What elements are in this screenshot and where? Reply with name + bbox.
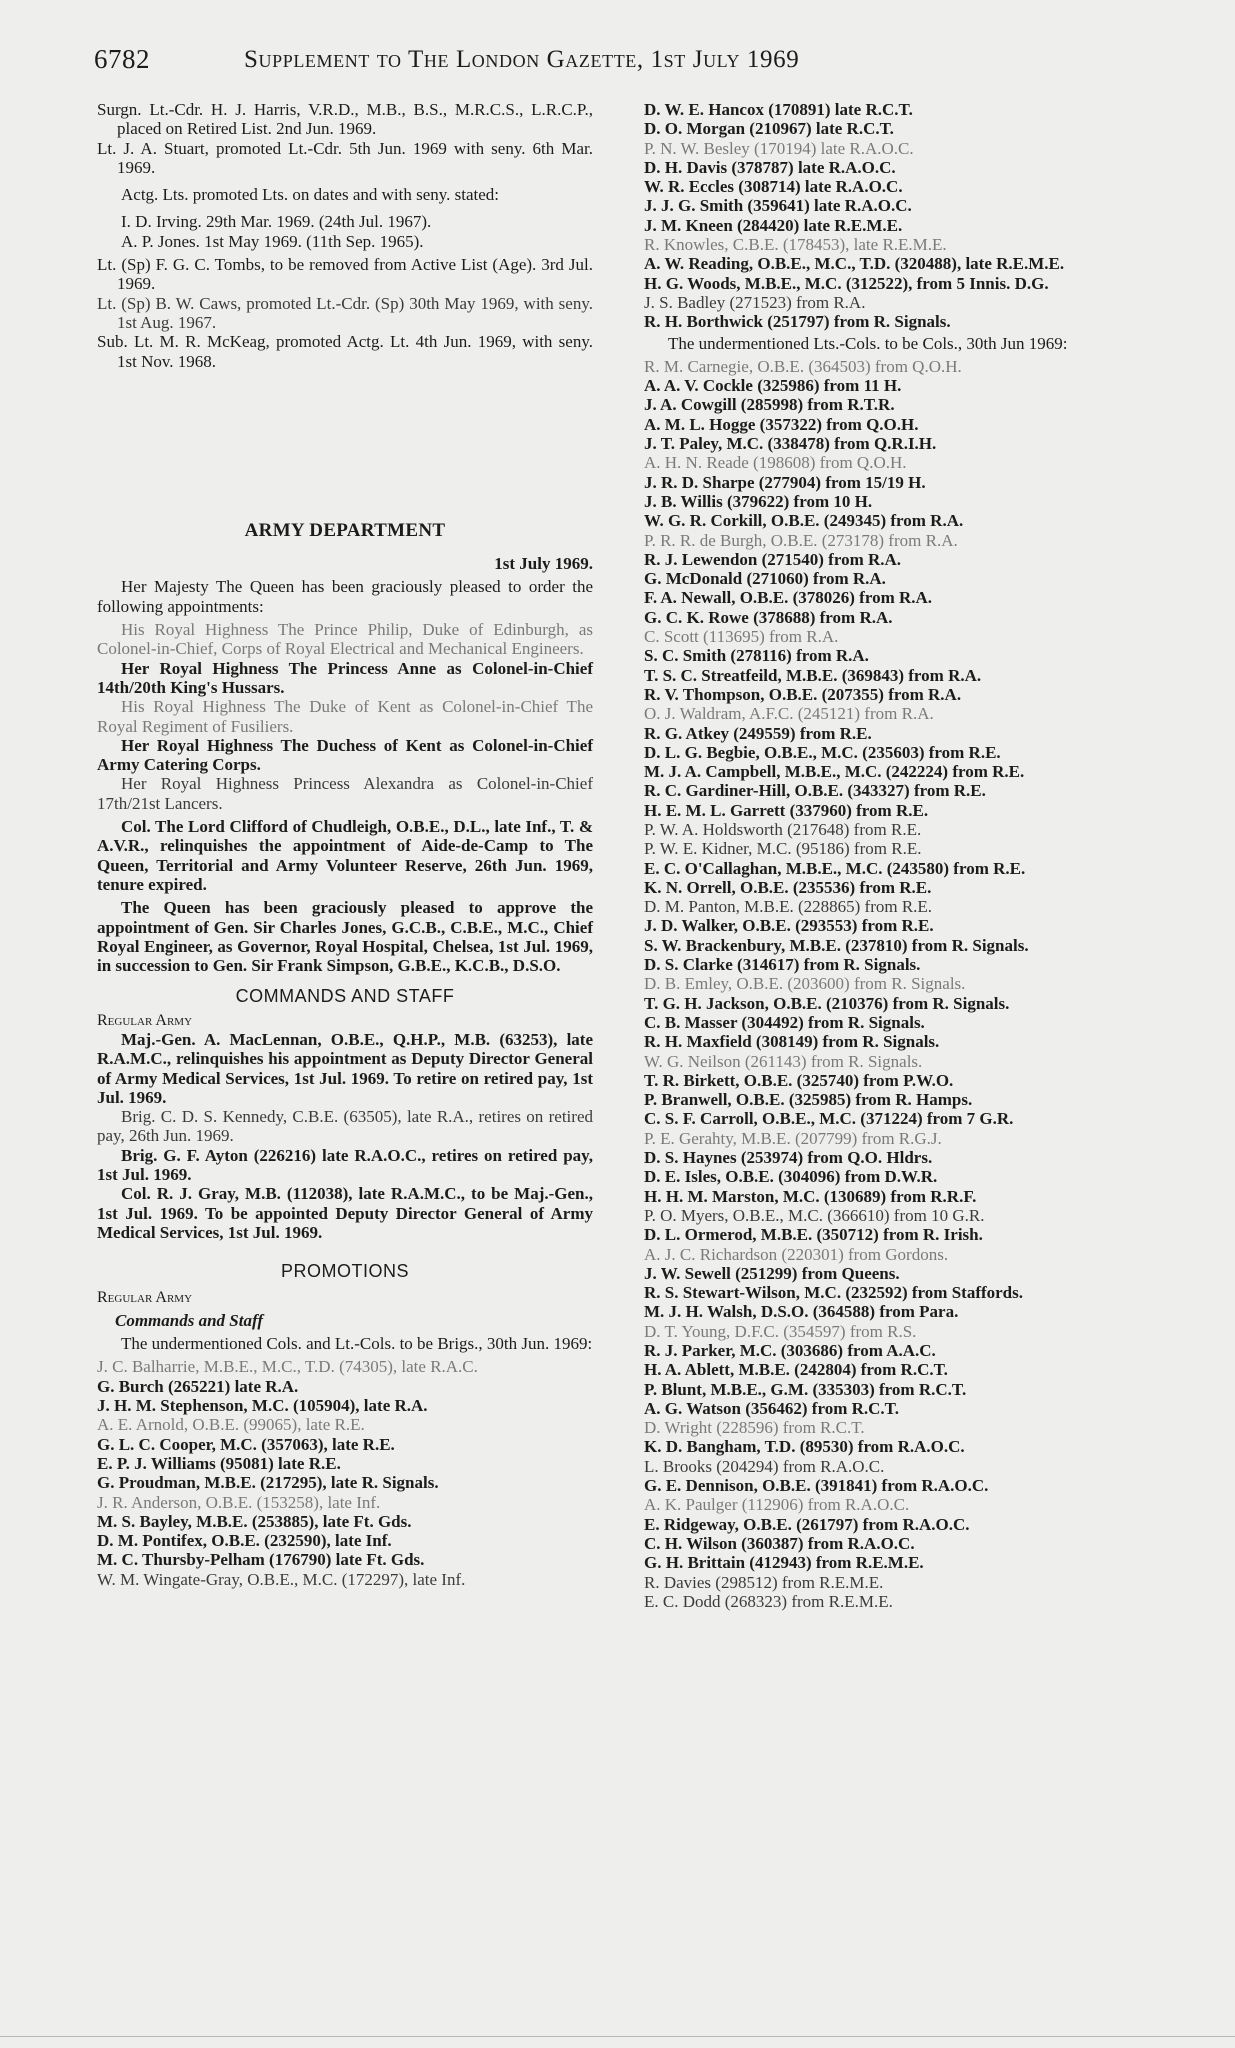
list-item: D. E. Isles, O.B.E. (304096) from D.W.R. (644, 1167, 938, 1187)
list-item: R. J. Parker, M.C. (303686) from A.A.C. (644, 1341, 936, 1360)
list-item: R. V. Thompson, O.B.E. (207355) from R.A. (644, 684, 962, 704)
list-item: P. O. Myers, O.B.E., M.C. (366610) from 10 G.R. (644, 1205, 985, 1225)
page-header (94, 44, 1194, 84)
list-item: D. Wright (228596) from R.C.T. (644, 1418, 865, 1438)
list-item: H. G. Woods, M.B.E., M.C. (312522), from 5 Innis. D.G. (644, 273, 1049, 293)
list-item: D. S. Clarke (314617) from R. Signals. (644, 955, 921, 975)
brigs-continued-list (644, 100, 1124, 332)
list-item: E. C. Dodd (268323) from R.E.M.E. (644, 1591, 893, 1611)
brigs-list (97, 1357, 593, 1589)
list-item: R. J. Lewendon (271540) from R.A. (644, 549, 902, 569)
list-item: J. W. Sewell (251299) from Queens. (644, 1263, 900, 1283)
list-item: C. Scott (113695) from R.A. (644, 627, 839, 647)
list-item: P. N. W. Besley (170194) late R.A.O.C. (644, 138, 914, 158)
entry-mckeag: Sub. Lt. M. R. McKeag, promoted Actg. Lt. 4th Jun. 1969, with seny. 1st Nov. 1968. (97, 332, 593, 371)
list-item: P. Branwell, O.B.E. (325985) from R. Hamps. (644, 1090, 973, 1110)
list-item: P. W. E. Kidner, M.C. (95186) from R.E. (644, 839, 922, 859)
list-item: G. L. C. Cooper, M.C. (357063), late R.E. (97, 1434, 395, 1454)
list-item: R. G. Atkey (249559) from R.E. (644, 723, 872, 743)
list-item: R. Davies (298512) from R.E.M.E. (644, 1572, 884, 1592)
list-item: G. McDonald (271060) from R.A. (644, 569, 886, 589)
page-number: 6782 (94, 44, 150, 74)
entry-ayton: Brig. G. F. Ayton (226216) late R.A.O.C., retires on retired pay, 1st Jul. 1969. (97, 1145, 593, 1185)
list-item: A. A. V. Cockle (325986) from 11 H. (644, 376, 902, 396)
list-item: W. M. Wingate-Gray, O.B.E., M.C. (172297), late Inf. (97, 1569, 466, 1589)
list-item: R. H. Borthwick (251797) from R. Signals. (644, 312, 951, 332)
list-item: E. Ridgeway, O.B.E. (261797) from R.A.O.C. (644, 1514, 970, 1534)
entry-tombs: Lt. (Sp) F. G. C. Tombs, to be removed from Active List (Age). 3rd Jul. 1969. (97, 255, 593, 294)
list-item: A. H. N. Reade (198608) from Q.O.H. (644, 453, 907, 473)
list-item: H. E. M. L. Garrett (337960) from R.E. (644, 800, 929, 820)
list-item: C. H. Wilson (360387) from R.A.O.C. (644, 1533, 915, 1553)
appointment-princess-alexandra: Her Royal Highness Princess Alexandra as Colonel-in-Chief 17th/21st Lancers. (97, 774, 593, 813)
list-item: W. G. Neilson (261143) from R. Signals. (644, 1051, 923, 1071)
list-item: R. C. Gardiner-Hill, O.B.E. (343327) from R.E. (644, 781, 986, 801)
list-item: M. S. Bayley, M.B.E. (253885), late Ft. Gds. (97, 1511, 412, 1531)
list-item: F. A. Newall, O.B.E. (378026) from R.A. (644, 588, 933, 608)
list-item: J. R. D. Sharpe (277904) from 15/19 H. (644, 472, 926, 492)
list-item: L. Brooks (204294) from R.A.O.C. (644, 1456, 885, 1476)
list-item: M. J. H. Walsh, D.S.O. (364588) from Para. (644, 1302, 959, 1322)
list-item: T. G. H. Jackson, O.B.E. (210376) from R. Signals. (644, 993, 1010, 1013)
list-item: A. E. Arnold, O.B.E. (99065), late R.E. (97, 1415, 365, 1435)
list-item: O. J. Waldram, A.F.C. (245121) from R.A. (644, 704, 934, 724)
commands-staff-label: Commands and Staff (115, 1310, 264, 1330)
appointment-princess-anne: Her Royal Highness The Princess Anne as Colonel-in-Chief 14th/20th King's Hussars. (97, 658, 593, 697)
list-item: G. H. Brittain (412943) from R.E.M.E. (644, 1553, 924, 1573)
list-item: S. C. Smith (278116) from R.A. (644, 646, 869, 666)
list-item: D. H. Davis (378787) late R.A.O.C. (644, 157, 896, 177)
list-item: T. S. C. Streatfeild, M.B.E. (369843) from R.A. (644, 665, 982, 685)
list-item: D. W. E. Hancox (170891) late R.C.T. (644, 100, 913, 119)
appointment-prince-philip: His Royal Highness The Prince Philip, Duke of Edinburgh, as Colonel-in-Chief, Corps of Royal Electrical and Mechanical Engineers. (97, 620, 593, 659)
list-item: M. J. A. Campbell, M.B.E., M.C. (242224) from R.E. (644, 762, 1025, 782)
commands-and-staff-title: COMMANDS AND STAFF (235, 986, 455, 1007)
appointment-lord-clifford: Col. The Lord Clifford of Chudleigh, O.B.E., D.L., late Inf., T. & A.V.R., relinquishes the appointment of Aide-de-Camp to The Queen, Territorial and Army Volunteer Reserve, 26th Jun. 1969, tenure expired. (97, 817, 593, 894)
running-title: Supplement to The London Gazette, 1st July 1969 (244, 46, 800, 73)
army-date: 1st July 1969. (494, 554, 593, 574)
list-item: W. R. Eccles (308714) late R.A.O.C. (644, 177, 903, 197)
list-item: J. R. Anderson, O.B.E. (153258), late Inf. (97, 1492, 381, 1512)
appointment-duke-of-kent: His Royal Highness The Duke of Kent as Colonel-in-Chief The Royal Regiment of Fusiliers. (97, 697, 593, 736)
list-item: A. K. Paulger (112906) from R.A.O.C. (644, 1495, 910, 1515)
list-item: D. S. Haynes (253974) from Q.O. Hldrs. (644, 1148, 933, 1168)
list-item: E. C. O'Callaghan, M.B.E., M.C. (243580) from R.E. (644, 858, 1026, 878)
list-item: D. L. Ormerod, M.B.E. (350712) from R. Irish. (644, 1225, 983, 1245)
cols-list (644, 357, 1124, 1611)
entry-harris: Surgn. Lt.-Cdr. H. J. Harris, V.R.D., M.B., B.S., M.R.C.S., L.R.C.P., placed on Retired List. 2nd Jun. 1969. (97, 100, 593, 139)
list-item: C. B. Masser (304492) from R. Signals. (644, 1012, 925, 1032)
list-item: D. O. Morgan (210967) late R.C.T. (644, 119, 894, 139)
list-item: P. E. Gerahty, M.B.E. (207799) from R.G.J. (644, 1128, 942, 1148)
list-item: R. M. Carnegie, O.B.E. (364503) from Q.O.H. (644, 356, 962, 376)
list-item: J. J. G. Smith (359641) late R.A.O.C. (644, 196, 912, 216)
cols-intro: The undermentioned Lts.-Cols. to be Cols., 30th Jun 1969: (668, 333, 1068, 353)
list-item: J. M. Kneen (284420) late R.E.M.E. (644, 215, 903, 235)
entry-stuart: Lt. J. A. Stuart, promoted Lt.-Cdr. 5th Jun. 1969 with seny. 6th Mar. 1969. (97, 138, 593, 177)
appointment-sir-charles-jones: The Queen has been graciously pleased to approve the appointment of Gen. Sir Charles Jones, G.C.B., C.B.E., M.C., Chief Royal Engineer, as Governor, Royal Hospital, Chelsea, 1st Jul. 1969, in succession to Gen. Sir Frank Simpson, G.B.E., K.C.B., D.S.O. (97, 898, 593, 976)
list-item: P. Blunt, M.B.E., G.M. (335303) from R.C.T. (644, 1379, 967, 1399)
list-item: R. H. Maxfield (308149) from R. Signals. (644, 1032, 940, 1052)
list-item: D. B. Emley, O.B.E. (203600) from R. Signals. (644, 974, 966, 994)
list-item: G. C. K. Rowe (378688) from R.A. (644, 607, 893, 627)
list-item: J. C. Balharrie, M.B.E., M.C., T.D. (74305), late R.A.C. (97, 1357, 478, 1377)
list-item: K. D. Bangham, T.D. (89530) from R.A.O.C. (644, 1437, 965, 1457)
actg-lts-intro: Actg. Lts. promoted Lts. on dates and with seny. stated: (121, 185, 500, 205)
army-department-title: ARMY DEPARTMENT (244, 519, 446, 541)
brigs-intro: The undermentioned Cols. and Lt.-Cols. to be Brigs., 30th Jun. 1969: (121, 1334, 593, 1354)
list-item: R. Knowles, C.B.E. (178453), late R.E.M.E. (644, 235, 947, 255)
list-item: K. N. Orrell, O.B.E. (235536) from R.E. (644, 877, 932, 897)
entry-caws: Lt. (Sp) B. W. Caws, promoted Lt.-Cdr. (Sp) 30th May 1969, with seny. 1st Aug. 1967. (97, 293, 593, 332)
list-item: A. G. Watson (356462) from R.C.T. (644, 1398, 899, 1418)
right-column (644, 100, 1124, 1611)
list-item: J. S. Badley (271523) from R.A. (644, 292, 866, 312)
actg-lt-jones: A. P. Jones. 1st May 1969. (11th Sep. 1965). (121, 231, 424, 251)
regular-army-label: Regular Army (97, 1011, 193, 1029)
list-item: S. W. Brackenbury, M.B.E. (237810) from R. Signals. (644, 935, 1029, 955)
list-item: M. C. Thursby-Pelham (176790) late Ft. Gds. (97, 1550, 425, 1570)
list-item: H. H. M. Marston, M.C. (130689) from R.R.F. (644, 1186, 977, 1206)
bottom-rule (0, 2036, 1235, 2037)
left-column (97, 100, 593, 1589)
list-item: C. S. F. Carroll, O.B.E., M.C. (371224) from 7 G.R. (644, 1109, 1014, 1129)
list-item: R. S. Stewart-Wilson, M.C. (232592) from Staffords. (644, 1283, 1024, 1303)
list-item: J. A. Cowgill (285998) from R.T.R. (644, 395, 895, 415)
list-item: G. Burch (265221) late R.A. (97, 1376, 299, 1396)
list-item: A. M. L. Hogge (357322) from Q.O.H. (644, 414, 919, 434)
list-item: J. H. M. Stephenson, M.C. (105904), late R.A. (97, 1396, 428, 1416)
list-item: G. E. Dennison, O.B.E. (391841) from R.A.O.C. (644, 1476, 989, 1496)
list-item: W. G. R. Corkill, O.B.E. (249345) from R.A. (644, 511, 964, 531)
entry-maclennan: Maj.-Gen. A. MacLennan, O.B.E., Q.H.P., M.B. (63253), late R.A.M.C., relinquishes his appointment as Deputy Director General of Army Medical Services, 1st Jul. 1969. To retire on retired pay, 1st Jul. 1969. (97, 1029, 593, 1107)
list-item: A. W. Reading, O.B.E., M.C., T.D. (320488), late R.E.M.E. (644, 254, 1065, 274)
list-item: P. W. A. Holdsworth (217648) from R.E. (644, 819, 922, 839)
actg-lt-irving: I. D. Irving. 29th Mar. 1969. (24th Jul. 1967). (121, 212, 432, 232)
list-item: D. L. G. Begbie, O.B.E., M.C. (235603) from R.E. (644, 742, 1001, 762)
army-intro: Her Majesty The Queen has been graciously pleased to order the following appointments: (97, 577, 593, 616)
list-item: D. M. Panton, M.B.E. (228865) from R.E. (644, 897, 933, 917)
list-item: J. D. Walker, O.B.E. (293553) from R.E. (644, 916, 934, 936)
list-item: D. M. Pontifex, O.B.E. (232590), late Inf. (97, 1531, 392, 1551)
appointment-duchess-of-kent: Her Royal Highness The Duchess of Kent as Colonel-in-Chief Army Catering Corps. (97, 735, 593, 775)
entry-gray: Col. R. J. Gray, M.B. (112038), late R.A.M.C., to be Maj.-Gen., 1st Jul. 1969. To be appointed Deputy Director General of Army Medical Services, 1st Jul. 1969. (97, 1184, 593, 1242)
promotions-title: PROMOTIONS (280, 1261, 409, 1282)
list-item: T. R. Birkett, O.B.E. (325740) from P.W.O. (644, 1070, 954, 1090)
list-item: J. B. Willis (379622) from 10 H. (644, 491, 873, 511)
list-item: G. Proudman, M.B.E. (217295), late R. Signals. (97, 1473, 439, 1493)
list-item: A. J. C. Richardson (220301) from Gordons. (644, 1244, 949, 1264)
list-item: E. P. J. Williams (95081) late R.E. (97, 1453, 341, 1473)
list-item: D. T. Young, D.F.C. (354597) from R.S. (644, 1321, 917, 1341)
list-item: H. A. Ablett, M.B.E. (242804) from R.C.T. (644, 1360, 948, 1380)
list-item: P. R. R. de Burgh, O.B.E. (273178) from R.A. (644, 530, 958, 550)
regular-army-label-2: Regular Army (97, 1288, 193, 1306)
list-item: J. T. Paley, M.C. (338478) from Q.R.I.H. (644, 434, 937, 454)
entry-kennedy: Brig. C. D. S. Kennedy, C.B.E. (63505), late R.A., retires on retired pay, 26th Jun. 1969. (97, 1107, 593, 1146)
